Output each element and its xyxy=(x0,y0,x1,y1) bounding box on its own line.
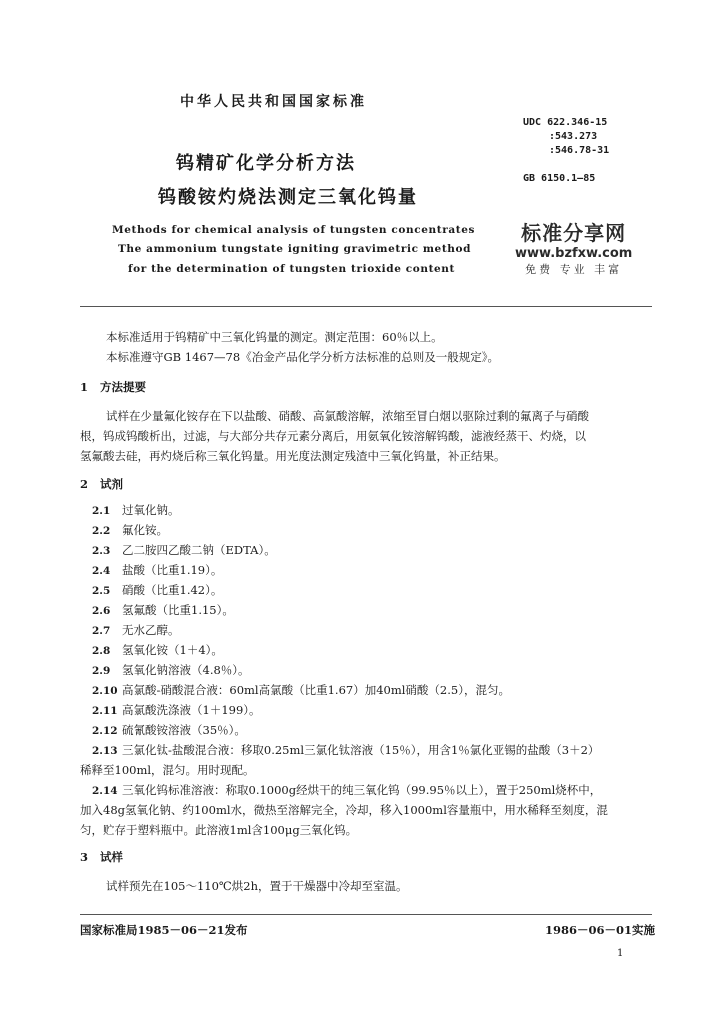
reagent-item-2-14: 2.14 三氧化钨标准溶液：称取0.1000g经烘干的纯三氧化钨（99.95％以上），置于250ml烧杯中， xyxy=(92,783,602,797)
reagent-item: 2.12 硫氰酸铵溶液（35％）。 xyxy=(92,723,246,737)
udc-code-1: UDC 622.346-15 xyxy=(523,117,608,128)
section-2-heading xyxy=(80,476,123,492)
watermark-name: 标准分享网 xyxy=(521,221,627,245)
udc-classification xyxy=(523,116,609,158)
section-1-heading xyxy=(80,379,146,395)
method-summary-line-3: 氢氟酸去硅，再灼烧后称三氧化钨量。用光度法测定残渣中三氧化钨量，补正结果。 xyxy=(80,449,506,463)
udc-code-3: :546.78-31 xyxy=(549,145,610,156)
reagent-item: 2.4 盐酸（比重1.19）。 xyxy=(92,563,223,577)
effective-date: 1986－06－01实施 xyxy=(545,923,656,937)
gb-standard-code: GB 6150.1—85 xyxy=(523,173,596,184)
english-title-line-3: for the determination of tungsten trioxide content xyxy=(128,263,455,275)
section-title: 试样 xyxy=(100,850,123,864)
page-number: 1 xyxy=(617,948,624,959)
reagent-item: 2.5 硝酸（比重1.42）。 xyxy=(92,583,223,597)
header-divider xyxy=(80,306,652,307)
reagent-item: 2.7 无水乙醇。 xyxy=(92,623,180,637)
reagent-item-2-14-cont-2: 匀，贮存于塑料瓶中。此溶液1ml含100μg三氧化钨。 xyxy=(80,823,358,837)
issue-date: 国家标准局1985－06－21发布 xyxy=(80,923,248,937)
reagent-item: 2.1 过氧化钠。 xyxy=(92,503,180,517)
watermark-slogan: 免费 专业 丰富 xyxy=(525,263,623,276)
watermark-url: www.bzfxw.com xyxy=(515,246,633,261)
document-title-sub: 钨酸铵灼烧法测定三氧化钨量 xyxy=(158,187,418,208)
section-title: 方法提要 xyxy=(100,380,146,394)
sample-prep-line: 试样预先在105～110℃烘2h，置于干燥器中冷却至室温。 xyxy=(106,879,408,893)
document-title-main: 钨精矿化学分析方法 xyxy=(176,153,356,174)
reagent-item: 2.11 高氯酸洗涤液（1＋199）。 xyxy=(92,703,261,717)
watermark-logo xyxy=(515,217,632,277)
reagent-item: 2.8 氢氧化铵（1＋4）。 xyxy=(92,643,223,657)
reagent-item-2-13-cont: 稀释至100ml，混匀。用时现配。 xyxy=(80,763,255,777)
reagent-item-2-14-cont-1: 加入48g氢氧化钠、约100ml水，微热至溶解完全，冷却，移入1000ml容量瓶中，用水稀释至刻度，混 xyxy=(80,803,608,817)
udc-code-2: :543.273 xyxy=(549,131,598,142)
reagent-item: 2.6 氢氟酸（比重1.15）。 xyxy=(92,603,234,617)
reagent-item-2-13: 2.13 三氯化钛-盐酸混合液：移取0.25ml三氯化钛溶液（15％），用含1％氯化亚锡的盐酸（3＋2） xyxy=(92,743,600,757)
section-title: 试剂 xyxy=(100,477,123,491)
reagent-item: 2.3 乙二胺四乙酸二钠（EDTA）。 xyxy=(92,543,276,557)
section-number: 1 xyxy=(80,380,89,394)
reagent-item: 2.2 氟化铵。 xyxy=(92,523,168,537)
compliance-paragraph: 本标准遵守GB 1467—78《冶金产品化学分析方法标准的总则及一般规定》。 xyxy=(106,350,499,364)
section-number: 3 xyxy=(80,850,89,864)
method-summary-line-1: 试样在少量氟化铵存在下以盐酸、硝酸、高氯酸溶解，浓缩至冒白烟以驱除过剩的氟离子与硝酸 xyxy=(106,409,589,423)
national-standard-header: 中华人民共和国国家标准 xyxy=(180,94,367,110)
reagent-item: 2.9 氢氧化钠溶液（4.8％）。 xyxy=(92,663,250,677)
english-title-line-2: The ammonium tungstate igniting gravimetric method xyxy=(118,243,472,255)
english-title-line-1: Methods for chemical analysis of tungsten concentrates xyxy=(112,224,475,236)
section-number: 2 xyxy=(80,477,89,491)
scope-paragraph: 本标准适用于钨精矿中三氧化钨量的测定。测定范围：60％以上。 xyxy=(106,330,443,344)
reagent-item: 2.10 高氯酸-硝酸混合液：60ml高氯酸（比重1.67）加40ml硝酸（2.5），混匀。 xyxy=(92,683,510,697)
method-summary-line-2: 根，钨成钨酸析出，过滤，与大部分共存元素分离后，用氨氧化铵溶解钨酸，滤液经蒸干、灼烧，以 xyxy=(80,429,586,443)
footer-divider xyxy=(80,914,652,915)
section-3-heading xyxy=(80,849,123,865)
